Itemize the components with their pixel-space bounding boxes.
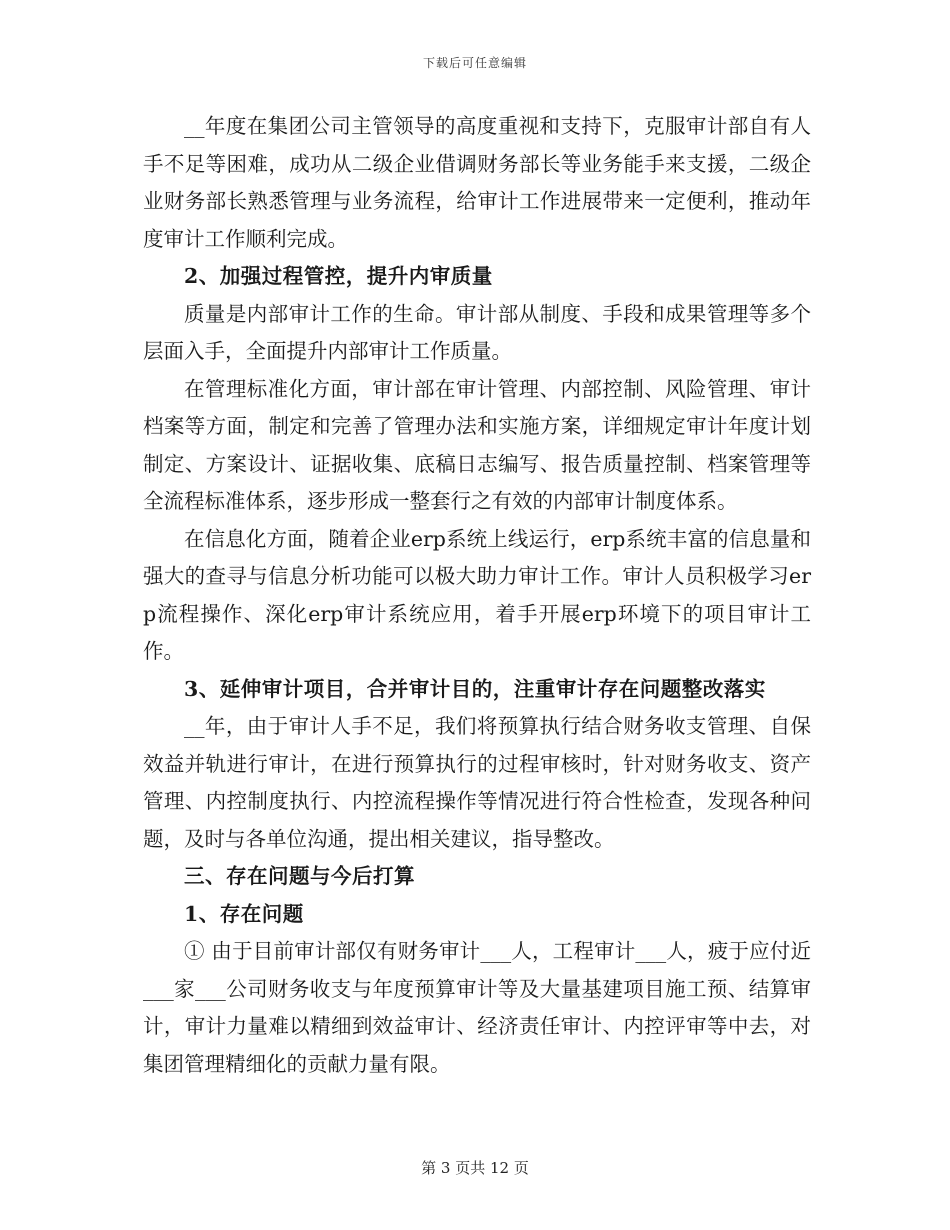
section-heading-2: 2、加强过程管控，提升内审质量 bbox=[184, 264, 493, 288]
paragraph-3: 在管理标准化方面，审计部在审计管理、内部控制、风险管理、审计档案等方面，制定和完善了管理办法和实施方案，详细规定审计年度计划制定、方案设计、证据收集、底稿日志编写、报告质量控制、档案管理等全流程标准体系，逐步形成一整套行之有效的内部审计制度体系。 bbox=[143, 376, 811, 513]
paragraph-4: 在信息化方面，随着企业erp系统上线运行，erp系统丰富的信息量和强大的查寻与信息分析功能可以极大助力审计工作。审计人员积极学习erp流程操作、深化erp审计系统应用，着手开展erp环境下的项目审计工作。 bbox=[143, 526, 811, 663]
document-body bbox=[143, 108, 811, 1083]
paragraph-5: __年，由于审计人手不足，我们将预算执行结合财务收支管理、自保效益并轨进行审计，在进行预算执行的过程审核时，针对财务收支、资产管理、内控制度执行、内控流程操作等情况进行符合性检查，发现各种问题，及时与各单位沟通，提出相关建议，指导整改。 bbox=[143, 714, 811, 851]
subsection-heading-1: 1、存在问题 bbox=[184, 901, 304, 926]
section-heading-issues: 三、存在问题与今后打算 bbox=[184, 864, 415, 888]
paragraph-1: __年度在集团公司主管领导的高度重视和支持下，克服审计部自有人手不足等困难，成功从二级企业借调财务部长等业务能手来支援，二级企业财务部长熟悉管理与业务流程，给审计工作进展带来一定便利，推动年度审计工作顺利完成。 bbox=[143, 114, 811, 251]
paragraph-2: 质量是内部审计工作的生命。审计部从制度、手段和成果管理等多个层面入手，全面提升内部审计工作质量。 bbox=[143, 301, 811, 363]
section-heading-3: 3、延伸审计项目，合并审计目的，注重审计存在问题整改落实 bbox=[184, 676, 766, 701]
paragraph-6: ① 由于目前审计部仅有财务审计___人，工程审计___人，疲于应付近___家___公司财务收支与年度预算审计等及大量基建项目施工预、结算审计，审计力量难以精细到效益审计、经济责任审计、内控评审等中去，对集团管理精细化的贡献力量有限。 bbox=[143, 939, 811, 1076]
page-header: 下载后可任意编辑 bbox=[422, 56, 527, 70]
page-number: 第 3 页共 12 页 bbox=[421, 1159, 529, 1177]
